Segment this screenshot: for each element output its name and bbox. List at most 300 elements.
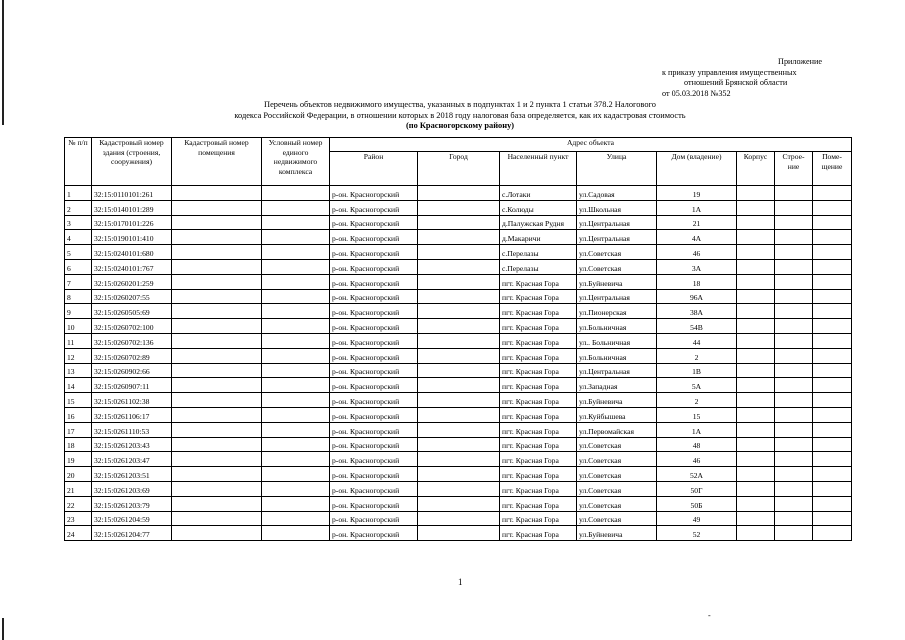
cadastral-number-cell: 32:15:0170101:226 xyxy=(92,215,172,230)
premise-cadastral-number-cell xyxy=(172,200,262,215)
table-row xyxy=(65,363,852,378)
room-cell xyxy=(813,437,852,452)
premise-cadastral-number-cell xyxy=(172,186,262,201)
district-cell: р-он. Красногорский xyxy=(330,511,418,526)
premise-cadastral-number-cell xyxy=(172,259,262,274)
room-cell xyxy=(813,289,852,304)
block-cell xyxy=(737,304,775,319)
header-city: Город xyxy=(418,152,500,186)
block-cell xyxy=(737,245,775,260)
house-cell: 48 xyxy=(657,437,737,452)
cadastral-number-cell: 32:15:0261204:77 xyxy=(92,526,172,541)
room-cell xyxy=(813,245,852,260)
cadastral-number-cell: 32:15:0261106:17 xyxy=(92,407,172,422)
premise-cadastral-number-cell xyxy=(172,526,262,541)
row-number-cell: 24 xyxy=(65,526,92,541)
premise-cadastral-number-cell xyxy=(172,467,262,482)
settlement-cell: пгт. Красная Гора xyxy=(500,511,577,526)
settlement-cell: с.Колюды xyxy=(500,200,577,215)
table-row xyxy=(65,378,852,393)
settlement-cell: д.Макаричи xyxy=(500,230,577,245)
house-cell: 21 xyxy=(657,215,737,230)
cadastral-number-cell: 32:15:0261203:43 xyxy=(92,437,172,452)
table-row xyxy=(65,452,852,467)
row-number-cell: 1 xyxy=(65,186,92,201)
settlement-cell: пгт. Красная Гора xyxy=(500,496,577,511)
conditional-number-cell xyxy=(262,259,330,274)
settlement-cell: пгт. Красная Гора xyxy=(500,526,577,541)
block-cell xyxy=(737,289,775,304)
settlement-cell: пгт. Красная Гора xyxy=(500,467,577,482)
room-cell xyxy=(813,215,852,230)
house-cell: 5А xyxy=(657,378,737,393)
cadastral-number-cell: 32:15:0261203:69 xyxy=(92,481,172,496)
cadastral-number-cell: 32:15:0190101:410 xyxy=(92,230,172,245)
district-cell: р-он. Красногорский xyxy=(330,319,418,334)
conditional-number-cell xyxy=(262,215,330,230)
cadastral-number-cell: 32:15:0260902:66 xyxy=(92,363,172,378)
block-cell xyxy=(737,422,775,437)
street-cell: ул.Советская xyxy=(577,467,657,482)
district-cell: р-он. Красногорский xyxy=(330,496,418,511)
street-cell: ул.Школьная xyxy=(577,200,657,215)
premise-cadastral-number-cell xyxy=(172,215,262,230)
table-row xyxy=(65,511,852,526)
settlement-cell: пгт. Красная Гора xyxy=(500,452,577,467)
premise-cadastral-number-cell xyxy=(172,348,262,363)
city-cell xyxy=(418,186,500,201)
building-cell xyxy=(775,526,813,541)
row-number-cell: 21 xyxy=(65,481,92,496)
room-cell xyxy=(813,230,852,245)
city-cell xyxy=(418,259,500,274)
block-cell xyxy=(737,200,775,215)
city-cell xyxy=(418,200,500,215)
conditional-number-cell xyxy=(262,407,330,422)
house-cell: 54В xyxy=(657,319,737,334)
table-row xyxy=(65,437,852,452)
settlement-cell: с.Перелазы xyxy=(500,245,577,260)
appendix-block xyxy=(662,57,822,99)
cadastral-number-cell: 32:15:0260505:69 xyxy=(92,304,172,319)
header-address: Адрес объекта xyxy=(330,138,852,152)
appendix-line: отношений Брянской области xyxy=(684,78,788,88)
city-cell xyxy=(418,304,500,319)
building-cell xyxy=(775,467,813,482)
street-cell: ул.. Больничная xyxy=(577,333,657,348)
header-building: Строе-ние xyxy=(775,152,813,186)
room-cell xyxy=(813,393,852,408)
house-cell: 15 xyxy=(657,407,737,422)
premise-cadastral-number-cell xyxy=(172,319,262,334)
room-cell xyxy=(813,186,852,201)
cadastral-number-cell: 32:15:0261102:38 xyxy=(92,393,172,408)
building-cell xyxy=(775,378,813,393)
settlement-cell: пгт. Красная Гора xyxy=(500,333,577,348)
header-street: Улица xyxy=(577,152,657,186)
room-cell xyxy=(813,422,852,437)
building-cell xyxy=(775,215,813,230)
building-cell xyxy=(775,422,813,437)
city-cell xyxy=(418,363,500,378)
street-cell: ул.Центральная xyxy=(577,363,657,378)
cadastral-number-cell: 32:15:0260907:11 xyxy=(92,378,172,393)
building-cell xyxy=(775,259,813,274)
header-conditional-number: Условный номер единого недвижимого комплекса xyxy=(262,138,330,186)
city-cell xyxy=(418,526,500,541)
table-row xyxy=(65,200,852,215)
table-row xyxy=(65,319,852,334)
settlement-cell: с.Перелазы xyxy=(500,259,577,274)
district-cell: р-он. Красногорский xyxy=(330,259,418,274)
city-cell xyxy=(418,274,500,289)
house-cell: 2 xyxy=(657,348,737,363)
table-row xyxy=(65,526,852,541)
settlement-cell: пгт. Красная Гора xyxy=(500,422,577,437)
row-number-cell: 12 xyxy=(65,348,92,363)
row-number-cell: 16 xyxy=(65,407,92,422)
conditional-number-cell xyxy=(262,333,330,348)
conditional-number-cell xyxy=(262,422,330,437)
street-cell: ул.Советская xyxy=(577,481,657,496)
room-cell xyxy=(813,378,852,393)
block-cell xyxy=(737,452,775,467)
district-cell: р-он. Красногорский xyxy=(330,186,418,201)
settlement-cell: пгт. Красная Гора xyxy=(500,363,577,378)
row-number-cell: 4 xyxy=(65,230,92,245)
building-cell xyxy=(775,481,813,496)
table-row xyxy=(65,274,852,289)
block-cell xyxy=(737,186,775,201)
conditional-number-cell xyxy=(262,186,330,201)
street-cell: ул.Центральная xyxy=(577,230,657,245)
settlement-cell: пгт. Красная Гора xyxy=(500,407,577,422)
block-cell xyxy=(737,363,775,378)
row-number-cell: 2 xyxy=(65,200,92,215)
table-row xyxy=(65,467,852,482)
settlement-cell: пгт. Красная Гора xyxy=(500,481,577,496)
scan-edge-line xyxy=(2,618,4,640)
settlement-cell: пгт. Красная Гора xyxy=(500,289,577,304)
page-number: 1 xyxy=(458,577,463,587)
street-cell: ул.Буйневича xyxy=(577,393,657,408)
city-cell xyxy=(418,422,500,437)
cadastral-number-cell: 32:15:0261203:47 xyxy=(92,452,172,467)
district-cell: р-он. Красногорский xyxy=(330,274,418,289)
room-cell xyxy=(813,407,852,422)
row-number-cell: 8 xyxy=(65,289,92,304)
row-number-cell: 14 xyxy=(65,378,92,393)
block-cell xyxy=(737,259,775,274)
header-settlement: Населенный пункт xyxy=(500,152,577,186)
premise-cadastral-number-cell xyxy=(172,422,262,437)
block-cell xyxy=(737,407,775,422)
appendix-title: Приложение xyxy=(778,57,822,66)
row-number-cell: 7 xyxy=(65,274,92,289)
district-cell: р-он. Красногорский xyxy=(330,245,418,260)
appendix-order-date: от 05.03.2018 №352 xyxy=(662,88,731,98)
city-cell xyxy=(418,393,500,408)
conditional-number-cell xyxy=(262,230,330,245)
table-row xyxy=(65,259,852,274)
room-cell xyxy=(813,259,852,274)
district-cell: р-он. Красногорский xyxy=(330,363,418,378)
city-cell xyxy=(418,289,500,304)
block-cell xyxy=(737,319,775,334)
block-cell xyxy=(737,215,775,230)
premise-cadastral-number-cell xyxy=(172,407,262,422)
district-cell: р-он. Красногорский xyxy=(330,348,418,363)
heading-district: (по Красногорскому району) xyxy=(405,121,515,131)
room-cell xyxy=(813,496,852,511)
street-cell: ул.Центральная xyxy=(577,215,657,230)
premise-cadastral-number-cell xyxy=(172,274,262,289)
row-number-cell: 19 xyxy=(65,452,92,467)
settlement-cell: с.Лотаки xyxy=(500,186,577,201)
premise-cadastral-number-cell xyxy=(172,511,262,526)
premise-cadastral-number-cell xyxy=(172,333,262,348)
house-cell: 38А xyxy=(657,304,737,319)
room-cell xyxy=(813,511,852,526)
row-number-cell: 15 xyxy=(65,393,92,408)
building-cell xyxy=(775,348,813,363)
building-cell xyxy=(775,333,813,348)
cadastral-number-cell: 32:15:0261203:51 xyxy=(92,467,172,482)
settlement-cell: пгт. Красная Гора xyxy=(500,378,577,393)
room-cell xyxy=(813,304,852,319)
table-row xyxy=(65,496,852,511)
street-cell: ул.Советская xyxy=(577,259,657,274)
block-cell xyxy=(737,333,775,348)
property-table xyxy=(64,137,852,541)
city-cell xyxy=(418,511,500,526)
building-cell xyxy=(775,511,813,526)
city-cell xyxy=(418,348,500,363)
table-row xyxy=(65,304,852,319)
house-cell: 3А xyxy=(657,259,737,274)
conditional-number-cell xyxy=(262,437,330,452)
conditional-number-cell xyxy=(262,496,330,511)
city-cell xyxy=(418,245,500,260)
city-cell xyxy=(418,230,500,245)
header-cadastral-building: Кадастровый номер здания (строения, сооружения) xyxy=(92,138,172,186)
settlement-cell: пгт. Красная Гора xyxy=(500,274,577,289)
building-cell xyxy=(775,200,813,215)
scan-edge-line xyxy=(2,0,4,125)
row-number-cell: 10 xyxy=(65,319,92,334)
building-cell xyxy=(775,186,813,201)
table-row xyxy=(65,289,852,304)
street-cell: ул.Советская xyxy=(577,496,657,511)
district-cell: р-он. Красногорский xyxy=(330,215,418,230)
street-cell: ул.Советская xyxy=(577,437,657,452)
premise-cadastral-number-cell xyxy=(172,393,262,408)
conditional-number-cell xyxy=(262,526,330,541)
district-cell: р-он. Красногорский xyxy=(330,481,418,496)
street-cell: ул.Больничная xyxy=(577,348,657,363)
street-cell: ул.Первомайская xyxy=(577,422,657,437)
settlement-cell: пгт. Красная Гора xyxy=(500,437,577,452)
settlement-cell: пгт. Красная Гора xyxy=(500,393,577,408)
house-cell: 49 xyxy=(657,511,737,526)
premise-cadastral-number-cell xyxy=(172,363,262,378)
block-cell xyxy=(737,274,775,289)
city-cell xyxy=(418,452,500,467)
cadastral-number-cell: 32:15:0260201:259 xyxy=(92,274,172,289)
house-cell: 52А xyxy=(657,467,737,482)
district-cell: р-он. Красногорский xyxy=(330,407,418,422)
block-cell xyxy=(737,230,775,245)
district-cell: р-он. Красногорский xyxy=(330,289,418,304)
city-cell xyxy=(418,467,500,482)
building-cell xyxy=(775,230,813,245)
cadastral-number-cell: 32:15:0261110:53 xyxy=(92,422,172,437)
city-cell xyxy=(418,333,500,348)
conditional-number-cell xyxy=(262,348,330,363)
city-cell xyxy=(418,378,500,393)
building-cell xyxy=(775,393,813,408)
table-row xyxy=(65,230,852,245)
premise-cadastral-number-cell xyxy=(172,452,262,467)
house-cell: 50Г xyxy=(657,481,737,496)
heading-line: Перечень объектов недвижимого имущества, указанных в подпунктах 1 и 2 пункта 1 статьи 378.2 Налогового xyxy=(264,100,656,109)
header-num: № п/п xyxy=(65,138,92,186)
house-cell: 19 xyxy=(657,186,737,201)
settlement-cell: пгт. Красная Гора xyxy=(500,348,577,363)
cadastral-number-cell: 32:15:0260702:136 xyxy=(92,333,172,348)
city-cell xyxy=(418,496,500,511)
row-number-cell: 13 xyxy=(65,363,92,378)
street-cell: ул.Больничная xyxy=(577,319,657,334)
conditional-number-cell xyxy=(262,245,330,260)
cadastral-number-cell: 32:15:0110101:261 xyxy=(92,186,172,201)
settlement-cell: пгт. Красная Гора xyxy=(500,319,577,334)
conditional-number-cell xyxy=(262,304,330,319)
conditional-number-cell xyxy=(262,274,330,289)
district-cell: р-он. Красногорский xyxy=(330,452,418,467)
street-cell: ул.Буйневича xyxy=(577,274,657,289)
house-cell: 50Б xyxy=(657,496,737,511)
house-cell: 1В xyxy=(657,363,737,378)
street-cell: ул.Советская xyxy=(577,511,657,526)
row-number-cell: 22 xyxy=(65,496,92,511)
district-cell: р-он. Красногорский xyxy=(330,467,418,482)
street-cell: ул.Садовая xyxy=(577,186,657,201)
cadastral-number-cell: 32:15:0240101:680 xyxy=(92,245,172,260)
row-number-cell: 18 xyxy=(65,437,92,452)
conditional-number-cell xyxy=(262,319,330,334)
house-cell: 18 xyxy=(657,274,737,289)
room-cell xyxy=(813,363,852,378)
cadastral-number-cell: 32:15:0260702:100 xyxy=(92,319,172,334)
premise-cadastral-number-cell xyxy=(172,230,262,245)
table-row xyxy=(65,422,852,437)
premise-cadastral-number-cell xyxy=(172,437,262,452)
conditional-number-cell xyxy=(262,452,330,467)
settlement-cell: д.Палужская Рудня xyxy=(500,215,577,230)
building-cell xyxy=(775,319,813,334)
conditional-number-cell xyxy=(262,200,330,215)
cadastral-number-cell: 32:15:0261203:79 xyxy=(92,496,172,511)
table-row xyxy=(65,348,852,363)
block-cell xyxy=(737,467,775,482)
room-cell xyxy=(813,200,852,215)
city-cell xyxy=(418,481,500,496)
room-cell xyxy=(813,481,852,496)
room-cell xyxy=(813,274,852,289)
table-row xyxy=(65,245,852,260)
premise-cadastral-number-cell xyxy=(172,289,262,304)
heading-line: кодекса Российской Федерации, в отношении которых в 2018 году налоговая база определяется, как их кадастровая стоимость xyxy=(234,110,686,120)
block-cell xyxy=(737,348,775,363)
header-district: Район xyxy=(330,152,418,186)
building-cell xyxy=(775,289,813,304)
settlement-cell: пгт. Красная Гора xyxy=(500,304,577,319)
house-cell: 52 xyxy=(657,526,737,541)
street-cell: ул.Куйбышева xyxy=(577,407,657,422)
conditional-number-cell xyxy=(262,393,330,408)
table-row xyxy=(65,215,852,230)
room-cell xyxy=(813,348,852,363)
cadastral-number-cell: 32:15:0260702:89 xyxy=(92,348,172,363)
conditional-number-cell xyxy=(262,289,330,304)
street-cell: ул.Советская xyxy=(577,452,657,467)
street-cell: ул.Центральная xyxy=(577,289,657,304)
house-cell: 46 xyxy=(657,452,737,467)
block-cell xyxy=(737,378,775,393)
district-cell: р-он. Красногорский xyxy=(330,437,418,452)
street-cell: ул.Советская xyxy=(577,245,657,260)
premise-cadastral-number-cell xyxy=(172,378,262,393)
header-block: Корпус xyxy=(737,152,775,186)
room-cell xyxy=(813,319,852,334)
building-cell xyxy=(775,304,813,319)
row-number-cell: 9 xyxy=(65,304,92,319)
table-row xyxy=(65,481,852,496)
header-room: Поме-щение xyxy=(813,152,852,186)
building-cell xyxy=(775,363,813,378)
row-number-cell: 23 xyxy=(65,511,92,526)
cadastral-number-cell: 32:15:0261204:59 xyxy=(92,511,172,526)
building-cell xyxy=(775,452,813,467)
district-cell: р-он. Красногорский xyxy=(330,378,418,393)
building-cell xyxy=(775,407,813,422)
premise-cadastral-number-cell xyxy=(172,481,262,496)
stray-mark: - xyxy=(708,611,711,620)
premise-cadastral-number-cell xyxy=(172,496,262,511)
conditional-number-cell xyxy=(262,363,330,378)
row-number-cell: 20 xyxy=(65,467,92,482)
block-cell xyxy=(737,511,775,526)
row-number-cell: 11 xyxy=(65,333,92,348)
block-cell xyxy=(737,526,775,541)
city-cell xyxy=(418,407,500,422)
city-cell xyxy=(418,215,500,230)
cadastral-number-cell: 32:15:0140101:289 xyxy=(92,200,172,215)
table-row xyxy=(65,393,852,408)
cadastral-number-cell: 32:15:0260207:55 xyxy=(92,289,172,304)
district-cell: р-он. Красногорский xyxy=(330,393,418,408)
house-cell: 96А xyxy=(657,289,737,304)
appendix-line: к приказу управления имущественных xyxy=(662,67,797,77)
street-cell: ул.Буйневича xyxy=(577,526,657,541)
house-cell: 1А xyxy=(657,422,737,437)
house-cell: 1А xyxy=(657,200,737,215)
room-cell xyxy=(813,467,852,482)
block-cell xyxy=(737,393,775,408)
row-number-cell: 6 xyxy=(65,259,92,274)
house-cell: 46 xyxy=(657,245,737,260)
